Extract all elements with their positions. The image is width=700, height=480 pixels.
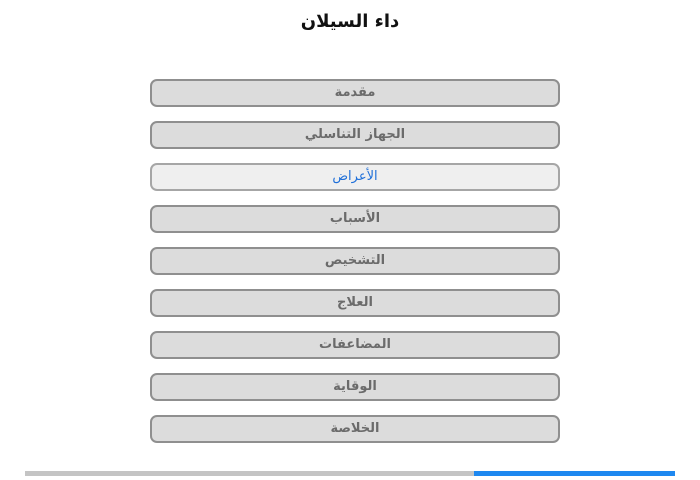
menu-item-diagnosis[interactable]: التشخيص (150, 247, 560, 275)
chapter-menu (150, 79, 560, 457)
menu-item-causes[interactable]: الأسباب (150, 205, 560, 233)
page-title: داء السيلان (300, 11, 400, 32)
menu-item-complications[interactable]: المضاعفات (150, 331, 560, 359)
menu-item-symptoms[interactable]: الأعراض (150, 163, 560, 191)
progress-bar-fill (474, 471, 676, 476)
menu-item-introduction[interactable]: مقدمة (150, 79, 560, 107)
progress-bar (25, 471, 675, 476)
menu-item-prevention[interactable]: الوقاية (150, 373, 560, 401)
menu-item-treatment[interactable]: العلاج (150, 289, 560, 317)
menu-item-summary[interactable]: الخلاصة (150, 415, 560, 443)
menu-item-reproductive-system[interactable]: الجهاز التناسلي (150, 121, 560, 149)
